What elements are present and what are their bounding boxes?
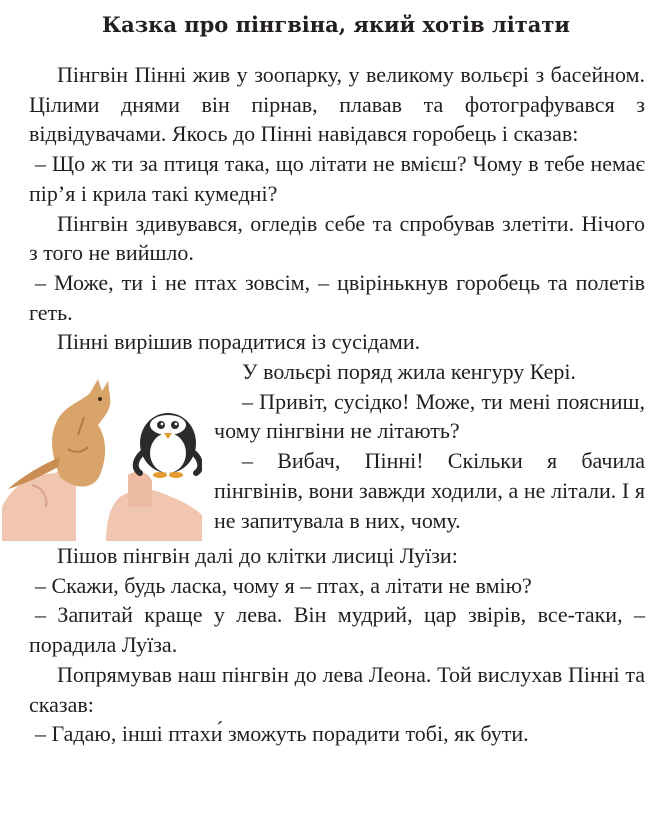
dialogue-line: – Що ж ти за птиця така, що літати не вмієш? Чому в тебе немає пір’я і крила такі кумедні? bbox=[29, 151, 645, 206]
paragraph: Пінгвін здивувався, огледів себе та спробував злетіти. Нічого з того не вийшло. bbox=[29, 210, 645, 266]
paragraph: У вольєрі поряд жила кенгуру Кері. bbox=[242, 359, 577, 385]
left-hand-icon bbox=[2, 470, 76, 541]
paragraph: Пінгвін Пінні жив у зоопарку, у великому вольєрі з басейном. Цілими днями він пірнав, плавав та фотографувався з відвідувачами. Якось до Пінні навідався горобець і сказав: bbox=[29, 62, 645, 147]
penguin-finger-puppet-icon bbox=[136, 413, 201, 478]
dialogue-line: – Привіт, сусідко! Може, ти мені поясниш, чому пінгвіни не літають? bbox=[214, 388, 645, 444]
kangaroo-finger-puppet-icon bbox=[8, 379, 110, 489]
dialogue-line: – Запитай краще у лева. Він мудрий, цар звірів, все-таки, – порадила Луїза. bbox=[29, 602, 645, 658]
illustrated-section bbox=[29, 357, 645, 541]
story-body bbox=[29, 60, 645, 749]
finger-puppets-illustration bbox=[2, 357, 202, 541]
dialogue-line: – Може, ти і не птах зовсім, – цвірінькнув горобець та полетів геть. bbox=[29, 269, 645, 325]
paragraph: Попрямував наш пінгвін до лева Леона. Той вислухав Пінні та сказав: bbox=[29, 661, 645, 717]
dialogue-line: – Вибач, Пінні! Скільки я бачила пінгвінів, вони завжди ходили, а не літали. І я не запитувала в них, чому. bbox=[214, 448, 645, 533]
dialogue-line: – Гадаю, інші птахи́ зможуть порадити тобі, як бути. bbox=[35, 721, 529, 747]
paragraph: Пінні вирішив порадитися із сусідами. bbox=[57, 329, 421, 355]
paragraph: Пішов пінгвін далі до клітки лисиці Луїзи: bbox=[57, 543, 458, 569]
dialogue-line: – Скажи, будь ласка, чому я – птах, а літати не вмію? bbox=[35, 572, 532, 598]
right-hand-icon bbox=[106, 472, 202, 541]
story-title: Казка про пінгвіна, який хотів літати bbox=[102, 12, 570, 37]
